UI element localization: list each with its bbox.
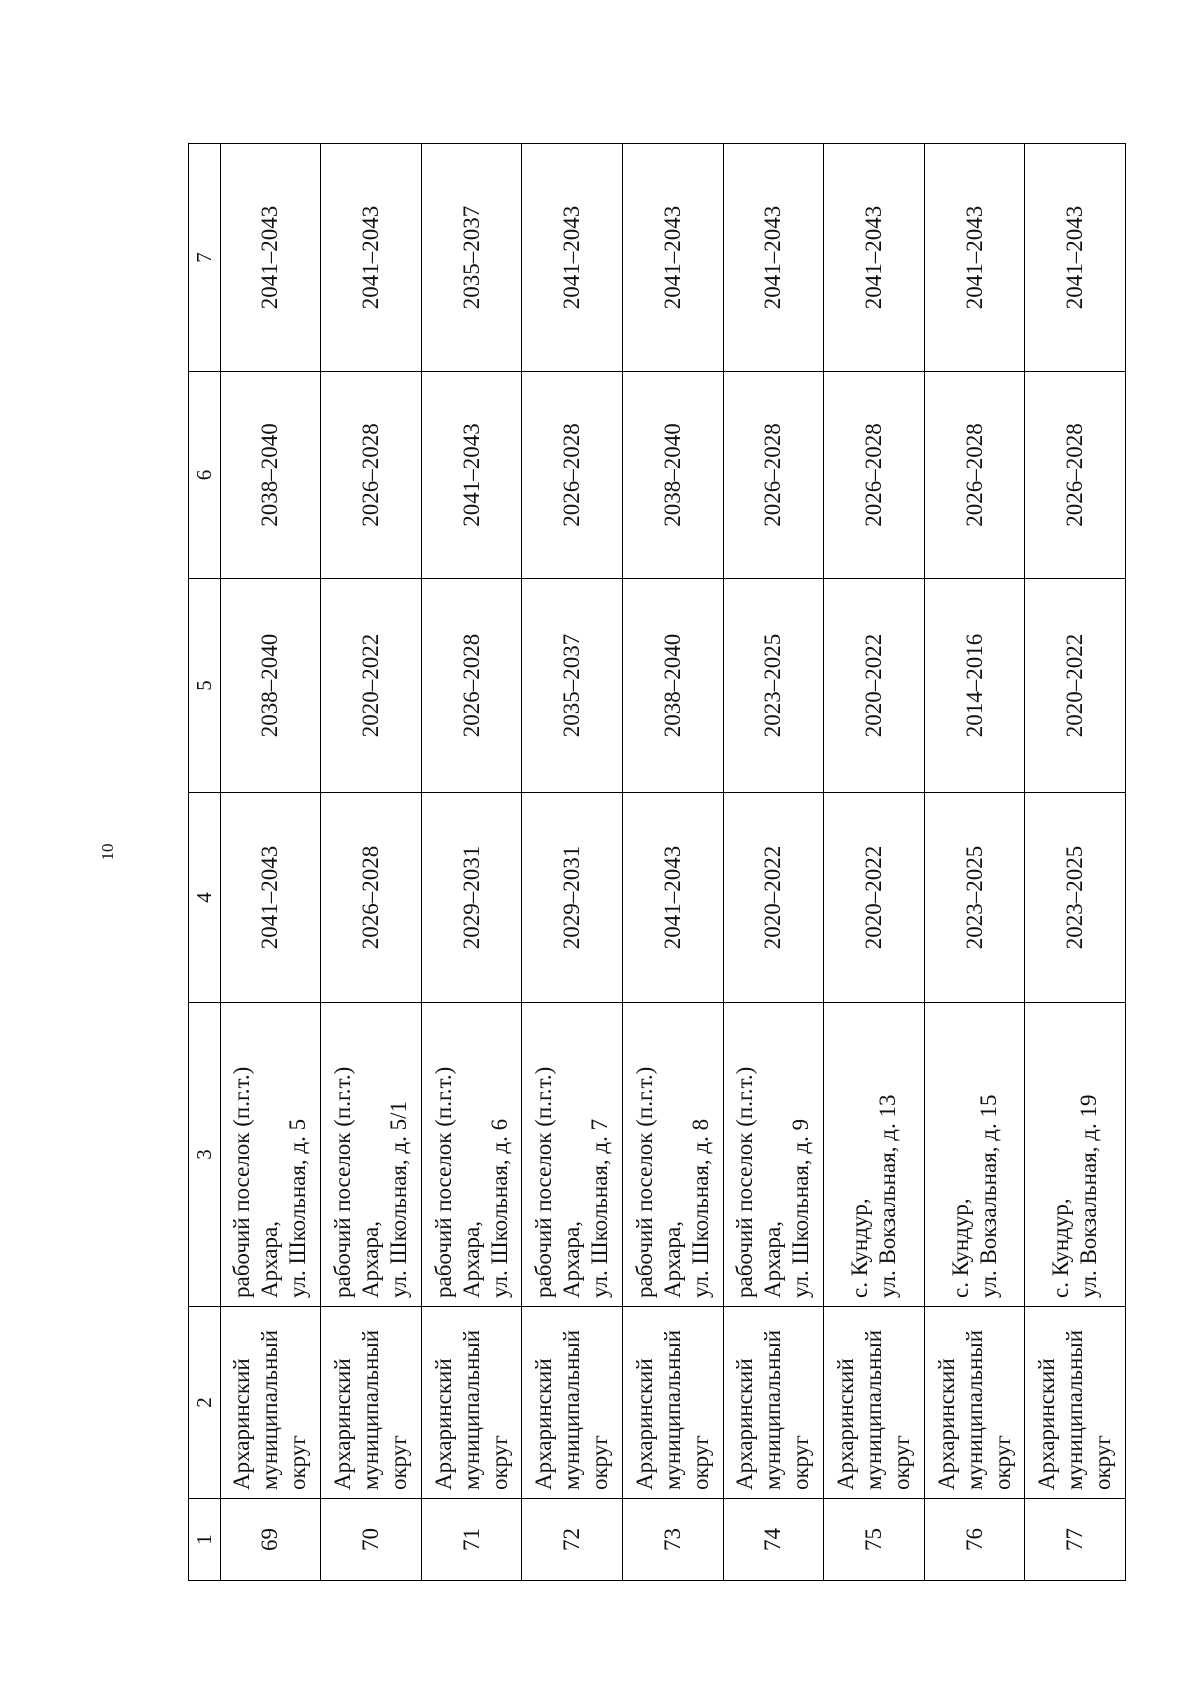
period-cell-5: 2038–2040 xyxy=(622,579,723,793)
period-cell-4: 2020–2022 xyxy=(824,793,925,1003)
okrug-line: округ xyxy=(888,1435,914,1490)
period-cell-7: 2035–2037 xyxy=(421,144,522,372)
period-cell-7: 2041–2043 xyxy=(1025,144,1126,372)
header-cell: 1 xyxy=(189,1499,221,1581)
period-cell-6: 2038–2040 xyxy=(220,372,321,579)
row-number-cell: 71 xyxy=(421,1499,522,1581)
okrug-cell xyxy=(1025,1307,1126,1499)
period-cell-7: 2041–2043 xyxy=(824,144,925,372)
period-cell-5: 2026–2028 xyxy=(421,579,522,793)
address-line: Архара, xyxy=(760,1221,786,1298)
okrug-line: Архаринский xyxy=(329,1358,355,1490)
period-cell-6: 2026–2028 xyxy=(924,372,1025,579)
period-cell-4: 2041–2043 xyxy=(622,793,723,1003)
period-cell-4: 2029–2031 xyxy=(421,793,522,1003)
row-number-cell: 69 xyxy=(220,1499,321,1581)
table-row xyxy=(924,144,1025,1581)
address-line: Архара, xyxy=(559,1221,585,1298)
okrug-line: Архаринский xyxy=(229,1358,255,1490)
address-line: ул. Школьная, д. 5/1 xyxy=(385,1100,411,1298)
okrug-line: Архаринский xyxy=(933,1358,959,1490)
okrug-line: округ xyxy=(1090,1435,1116,1490)
header-cell: 5 xyxy=(189,579,221,793)
period-cell-6: 2026–2028 xyxy=(522,372,623,579)
okrug-line: округ xyxy=(285,1435,311,1490)
period-cell-6: 2026–2028 xyxy=(824,372,925,579)
period-cell-6: 2041–2043 xyxy=(421,372,522,579)
address-line: Архара, xyxy=(357,1221,383,1298)
table-row xyxy=(622,144,723,1581)
okrug-cell xyxy=(321,1307,422,1499)
okrug-line: округ xyxy=(587,1435,613,1490)
okrug-line: Архаринский xyxy=(832,1358,858,1490)
okrug-cell xyxy=(924,1307,1025,1499)
period-cell-5: 2035–2037 xyxy=(522,579,623,793)
period-cell-7: 2041–2043 xyxy=(924,144,1025,372)
address-line: с. Кундур, xyxy=(1048,1198,1074,1298)
period-cell-5: 2020–2022 xyxy=(1025,579,1126,793)
period-cell-4: 2020–2022 xyxy=(723,793,824,1003)
period-cell-6: 2038–2040 xyxy=(622,372,723,579)
address-line: ул. Школьная, д. 5 xyxy=(285,1118,311,1298)
period-cell-4: 2023–2025 xyxy=(924,793,1025,1003)
okrug-line: муниципальный xyxy=(458,1329,484,1490)
header-row xyxy=(189,144,221,1581)
okrug-line: муниципальный xyxy=(357,1329,383,1490)
period-cell-4: 2029–2031 xyxy=(522,793,623,1003)
address-line: рабочий поселок (п.г.т.) xyxy=(229,1066,255,1298)
address-line: ул. Школьная, д. 8 xyxy=(687,1118,713,1298)
table-row xyxy=(522,144,623,1581)
address-cell xyxy=(522,1003,623,1307)
address-line: ул. Школьная, д. 6 xyxy=(486,1118,512,1298)
address-line: ул. Вокзальная, д. 15 xyxy=(975,1094,1001,1298)
table-row xyxy=(723,144,824,1581)
okrug-line: Архаринский xyxy=(1034,1358,1060,1490)
okrug-line: Архаринский xyxy=(732,1358,758,1490)
okrug-line: муниципальный xyxy=(961,1329,987,1490)
period-cell-7: 2041–2043 xyxy=(723,144,824,372)
period-cell-7: 2041–2043 xyxy=(321,144,422,372)
address-line: рабочий поселок (п.г.т.) xyxy=(430,1066,456,1298)
rotated-table-container xyxy=(188,144,1126,1581)
table-row xyxy=(321,144,422,1581)
page-number: 10 xyxy=(98,843,117,861)
address-cell xyxy=(1025,1003,1126,1307)
okrug-line: округ xyxy=(788,1435,814,1490)
okrug-cell xyxy=(421,1307,522,1499)
okrug-line: муниципальный xyxy=(760,1329,786,1490)
period-cell-5: 2020–2022 xyxy=(321,579,422,793)
address-line: рабочий поселок (п.г.т.) xyxy=(531,1066,557,1298)
header-cell: 2 xyxy=(189,1307,221,1499)
period-cell-4: 2023–2025 xyxy=(1025,793,1126,1003)
period-cell-6: 2026–2028 xyxy=(1025,372,1126,579)
row-number-cell: 76 xyxy=(924,1499,1025,1581)
address-line: с. Кундур, xyxy=(947,1198,973,1298)
table-row xyxy=(220,144,321,1581)
period-cell-5: 2014–2016 xyxy=(924,579,1025,793)
address-cell xyxy=(723,1003,824,1307)
address-cell xyxy=(421,1003,522,1307)
address-line: Архара, xyxy=(659,1221,685,1298)
okrug-line: муниципальный xyxy=(659,1329,685,1490)
okrug-cell xyxy=(723,1307,824,1499)
header-cell: 6 xyxy=(189,372,221,579)
address-cell xyxy=(321,1003,422,1307)
table-row xyxy=(824,144,925,1581)
header-cell: 3 xyxy=(189,1003,221,1307)
address-cell xyxy=(220,1003,321,1307)
period-cell-6: 2026–2028 xyxy=(321,372,422,579)
row-number-cell: 72 xyxy=(522,1499,623,1581)
address-cell xyxy=(622,1003,723,1307)
address-line: Архара, xyxy=(458,1221,484,1298)
address-line: рабочий поселок (п.г.т.) xyxy=(329,1066,355,1298)
row-number-cell: 73 xyxy=(622,1499,723,1581)
header-cell: 4 xyxy=(189,793,221,1003)
row-number-cell: 75 xyxy=(824,1499,925,1581)
period-cell-7: 2041–2043 xyxy=(622,144,723,372)
address-line: ул. Вокзальная, д. 19 xyxy=(1076,1094,1102,1298)
header-cell: 7 xyxy=(189,144,221,372)
address-line: рабочий поселок (п.г.т.) xyxy=(732,1066,758,1298)
period-cell-4: 2041–2043 xyxy=(220,793,321,1003)
period-cell-5: 2023–2025 xyxy=(723,579,824,793)
data-table xyxy=(188,143,1126,1581)
okrug-cell xyxy=(522,1307,623,1499)
okrug-line: Архаринский xyxy=(531,1358,557,1490)
okrug-line: муниципальный xyxy=(860,1329,886,1490)
row-number-cell: 70 xyxy=(321,1499,422,1581)
address-line: ул. Вокзальная, д. 13 xyxy=(874,1094,900,1298)
okrug-line: округ xyxy=(687,1435,713,1490)
okrug-line: муниципальный xyxy=(1062,1329,1088,1490)
address-cell xyxy=(824,1003,925,1307)
okrug-line: Архаринский xyxy=(430,1358,456,1490)
period-cell-7: 2041–2043 xyxy=(522,144,623,372)
okrug-line: муниципальный xyxy=(257,1329,283,1490)
period-cell-5: 2038–2040 xyxy=(220,579,321,793)
row-number-cell: 74 xyxy=(723,1499,824,1581)
period-cell-4: 2026–2028 xyxy=(321,793,422,1003)
address-line: рабочий поселок (п.г.т.) xyxy=(631,1066,657,1298)
period-cell-5: 2020–2022 xyxy=(824,579,925,793)
okrug-line: округ xyxy=(989,1435,1015,1490)
okrug-cell xyxy=(622,1307,723,1499)
address-line: Архара, xyxy=(257,1221,283,1298)
okrug-line: округ xyxy=(385,1435,411,1490)
table-row xyxy=(421,144,522,1581)
row-number-cell: 77 xyxy=(1025,1499,1126,1581)
okrug-cell xyxy=(824,1307,925,1499)
address-cell xyxy=(924,1003,1025,1307)
okrug-line: округ xyxy=(486,1435,512,1490)
address-line: с. Кундур, xyxy=(846,1198,872,1298)
address-line: ул. Школьная, д. 7 xyxy=(587,1118,613,1298)
okrug-line: муниципальный xyxy=(559,1329,585,1490)
period-cell-6: 2026–2028 xyxy=(723,372,824,579)
address-line: ул. Школьная, д. 9 xyxy=(788,1118,814,1298)
okrug-line: Архаринский xyxy=(631,1358,657,1490)
okrug-cell xyxy=(220,1307,321,1499)
table-row xyxy=(1025,144,1126,1581)
period-cell-7: 2041–2043 xyxy=(220,144,321,372)
